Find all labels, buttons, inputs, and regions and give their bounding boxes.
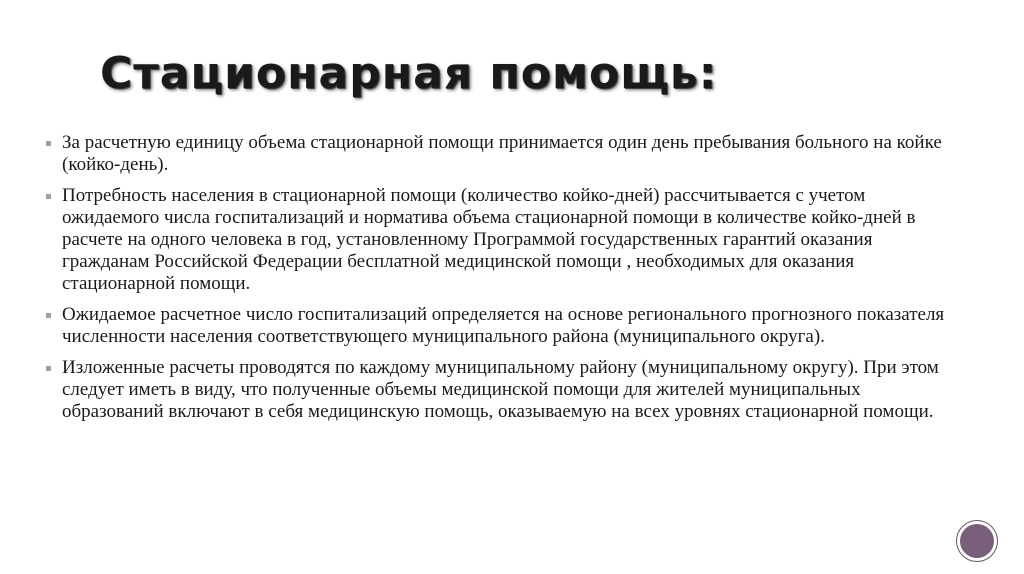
bullet-item xyxy=(46,132,946,176)
bullet-text: За расчетную единицу объема стационарной помощи принимается один день пребывания больного на койке (койко-день). xyxy=(62,132,942,175)
circle-nav-icon xyxy=(960,524,994,558)
circle-nav-button[interactable] xyxy=(956,520,998,562)
bullet-item xyxy=(46,357,946,423)
bullet-item xyxy=(46,185,946,295)
bullet-text: Изложенные расчеты проводятся по каждому муниципальному району (муниципальному округу). При этом следует иметь в виду, что полученные объемы медицинской помощи для жителей муниципальных образований включают в себя медицинскую помощь, оказываемую на всех уровнях стационарной помощи. xyxy=(62,357,939,422)
bullet-marker-icon xyxy=(46,313,51,318)
bullet-text: Ожидаемое расчетное число госпитализаций определяется на основе регионального прогнозного показателя численности населения соответствующего муниципального района (муниципального округа). xyxy=(62,304,945,347)
slide-title: Стационарная помощь: xyxy=(100,48,718,99)
bullet-item xyxy=(46,304,946,348)
bullet-marker-icon xyxy=(46,194,51,199)
bullet-list xyxy=(46,132,946,432)
bullet-marker-icon xyxy=(46,366,51,371)
bullet-marker-icon xyxy=(46,141,51,146)
bullet-text: Потребность населения в стационарной помощи (количество койко-дней) рассчитывается с учетом ожидаемого числа госпитализаций и норматива объема стационарной помощи в количестве койко-дней в расчете на одного человека в год, установленному Программой государственных гарантий оказания гражданам Российской Федерации бесплатной медицинской помощи , необходимых для оказания стационарной помощи. xyxy=(62,185,916,294)
